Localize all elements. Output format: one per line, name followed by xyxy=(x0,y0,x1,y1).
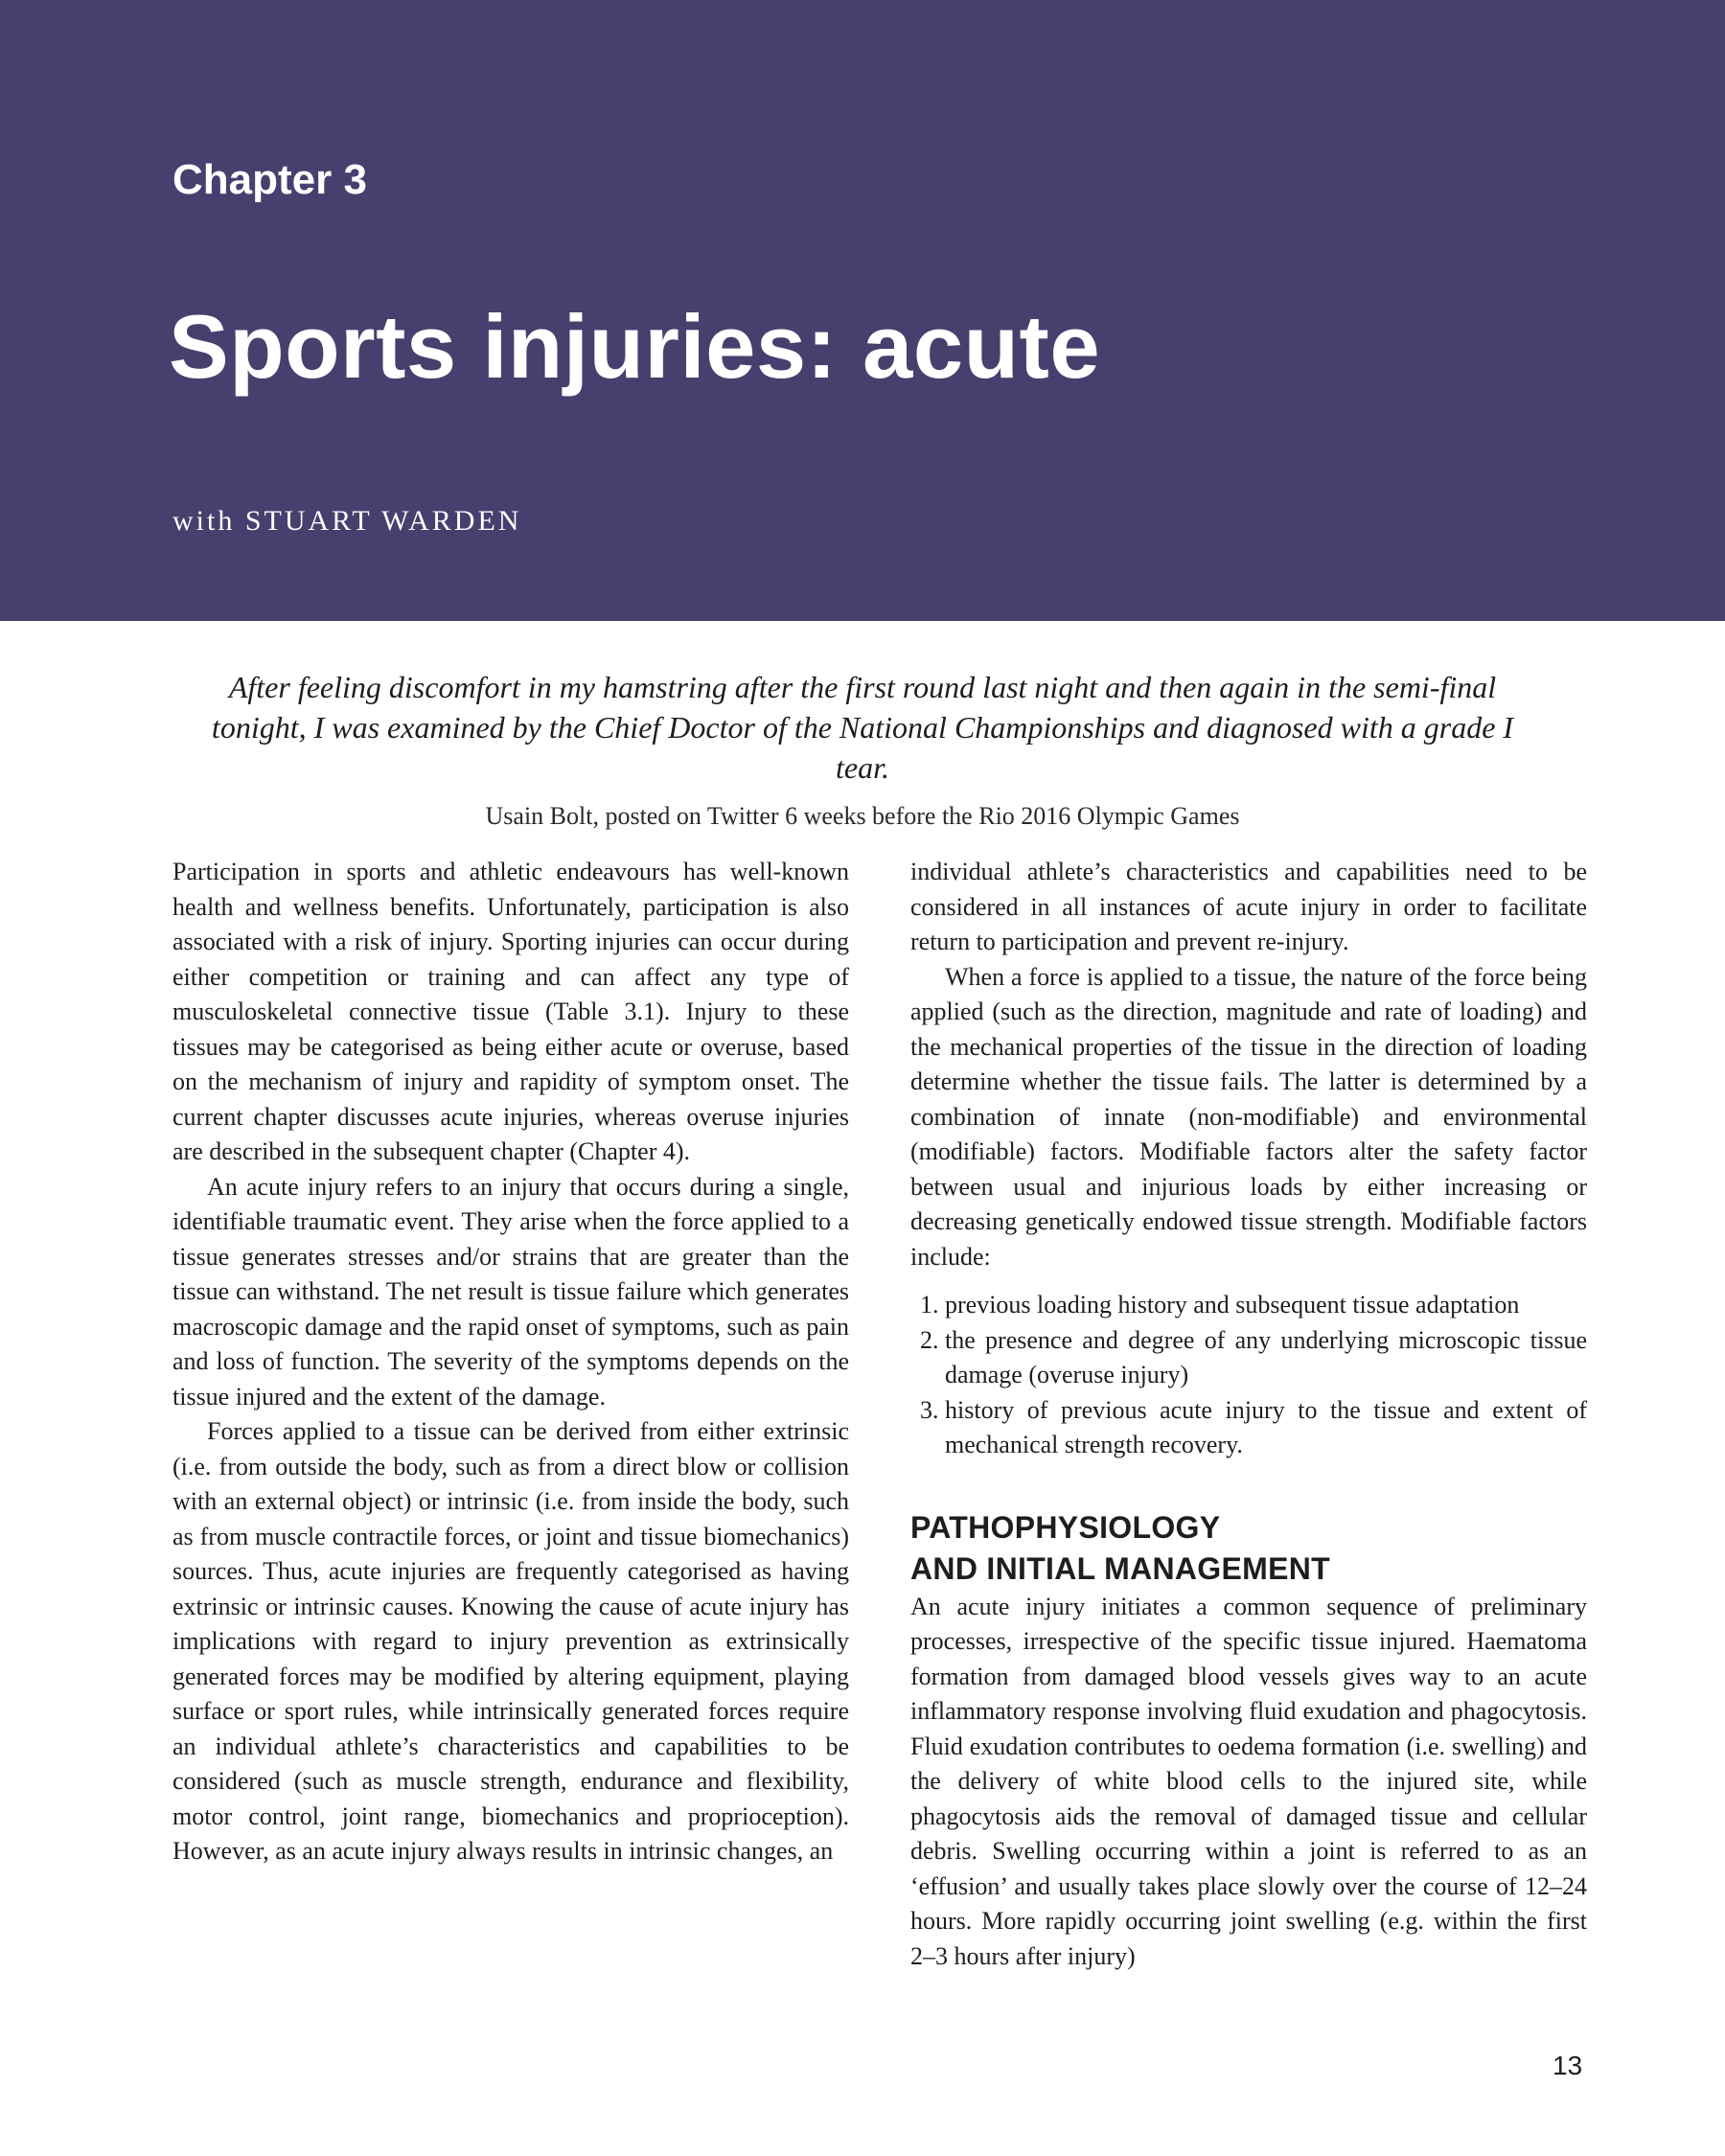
section-heading xyxy=(910,1507,1587,1590)
body-paragraph: An acute injury initiates a common sequence of preliminary processes, irrespective of the specific tissue injured. Haematoma formation from damaged blood vessels gives way to an acute inflammatory response involving fluid exudation and phagocytosis. Fluid exudation contributes to oedema formation (i.e. swelling) and the delivery of white blood cells to the injured site, while phagocytosis aids the removal of damaged tissue and cellular debris. Swelling occurring within a joint is referred to as an ‘effusion’ and usually takes place slowly over the course of 12–24 hours. More rapidly occurring joint swelling (e.g. within the first 2–3 hours after injury) xyxy=(910,1592,1587,1970)
chapter-title: Sports injuries: acute xyxy=(169,296,1101,397)
right-column xyxy=(910,855,1587,1974)
chapter-label: Chapter 3 xyxy=(172,156,367,203)
modifiable-factors-list xyxy=(910,1288,1587,1463)
body-paragraph: Participation in sports and athletic endeavours has well-known health and wellness benefits. Unfortunately, participation is also associated with a risk of injury. Sporting injuries can occur during either competition or training and can affect any type of musculoskeletal connective tissue (Table 3.1). Injury to these tissues may be categorised as being either acute or overuse, based on the mechanism of injury and rapidity of symptom onset. The current chapter discusses acute injuries, whereas overuse injuries are described in the subsequent chapter (Chapter 4). xyxy=(172,858,849,1165)
body-paragraph: Forces applied to a tissue can be derived from either extrinsic (i.e. from outside the body, such as from a direct blow or collision with an external object) or intrinsic (i.e. from inside the body, such as from muscle contractile forces, or joint and tissue biomechanics) sources. Thus, acute injuries are frequently categorised as having extrinsic or intrinsic causes. Knowing the cause of acute injury has implications with regard to injury prevention as extrinsically generated forces may be modified by altering equipment, playing surface or sport rules, while intrinsically generated forces require an individual athlete’s characteristics and capabilities to be considered (such as muscle strength, endurance and flexibility, motor control, joint range, biomechanics and proprioception). However, as an acute injury always results in intrinsic changes, an xyxy=(172,1417,849,1865)
list-item: 1. previous loading history and subsequent tissue adaptation xyxy=(945,1288,1587,1323)
body-paragraph: When a force is applied to a tissue, the nature of the force being applied (such as the direction, magnitude and rate of loading) and the mechanical properties of the tissue in the direction of loading determine whether the tissue fails. The latter is determined by a combination of innate (non-modifiable) and environmental (modifiable) factors. Modifiable factors alter the safety factor between usual and injurious loads by either increasing or decreasing genetically endowed tissue strength. Modifiable factors include: xyxy=(910,962,1587,1271)
page-number: 13 xyxy=(1552,2051,1583,2080)
list-item: 3. history of previous acute injury to the tissue and extent of mechanical strength recovery. xyxy=(945,1393,1587,1463)
section-heading-line: AND INITIAL MANAGEMENT xyxy=(910,1550,1330,1586)
section-heading-line: PATHOPHYSIOLOGY xyxy=(910,1509,1221,1545)
epigraph-quote: After feeling discomfort in my hamstring after the first round last night and then again in the semi-final tonight, I was examined by the Chief Doctor of the National Championships and diagnosed with a grade I tear. xyxy=(211,670,1514,785)
body-paragraph: An acute injury refers to an injury that occurs during a single, identifiable traumatic event. They arise when the force applied to a tissue generates stresses and/or strains that are greater than the tissue can withstand. The net result is tissue failure which generates macroscopic damage and the rapid onset of symptoms, such as pain and loss of function. The severity of the symptoms depends on the tissue injured and the extent of the damage. xyxy=(172,1172,849,1411)
body-paragraph: individual athlete’s characteristics and capabilities need to be considered in all instances of acute injury in order to facilitate return to participation and prevent re-injury. xyxy=(910,858,1587,955)
list-item: 2. the presence and degree of any underlying microscopic tissue damage (overuse injury) xyxy=(945,1323,1587,1393)
chapter-banner xyxy=(0,0,1725,621)
epigraph-attribution: Usain Bolt, posted on Twitter 6 weeks before the Rio 2016 Olympic Games xyxy=(485,802,1240,830)
chapter-author: with STUART WARDEN xyxy=(172,505,522,537)
left-column xyxy=(172,855,849,1869)
epigraph xyxy=(192,667,1533,834)
